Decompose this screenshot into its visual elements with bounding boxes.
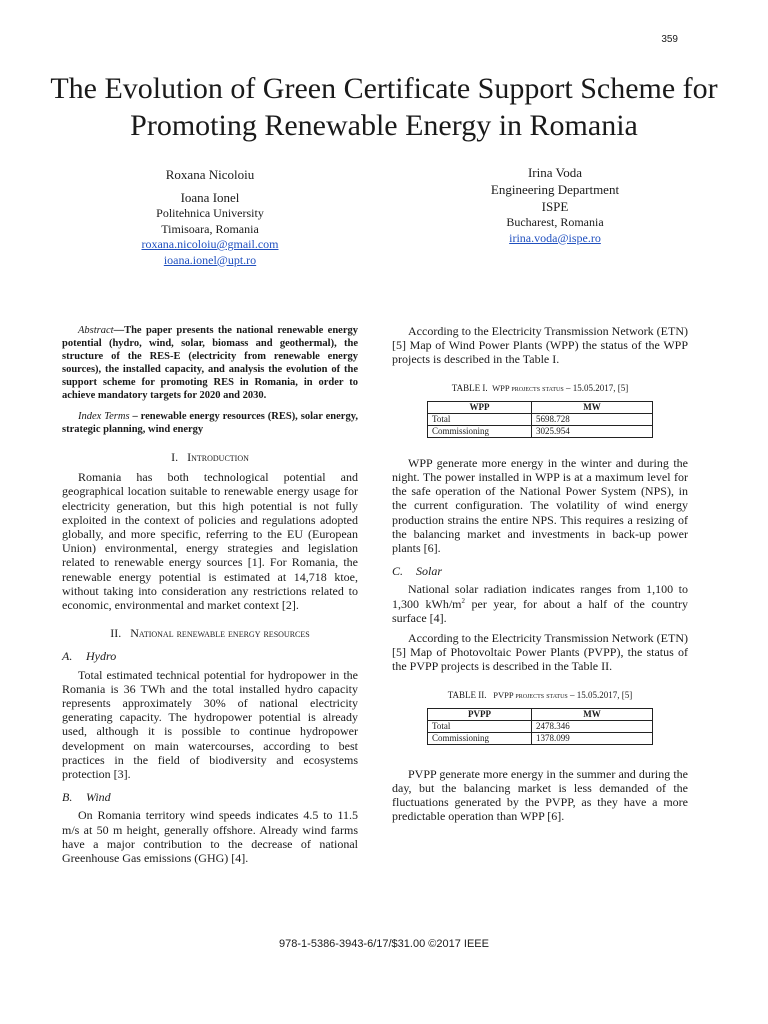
author-city-right: Bucharest, Romania (506, 215, 604, 229)
pvpp-intro-paragraph: According to the Electricity Transmission Network (ETN) [5] Map of Photovoltaic Power Plants (PVPP), the status of the PVPP projects is described in the Table II. (392, 631, 688, 674)
table1-caption (392, 381, 688, 395)
table-cell: 3025.954 (532, 425, 653, 437)
section-number: II. (110, 626, 122, 641)
table-cell: 5698.728 (532, 413, 653, 425)
table-header-cell: PVPP (428, 708, 532, 720)
email-link-3[interactable]: irina.voda@ispe.ro (509, 230, 601, 245)
table-row (428, 720, 653, 732)
subsection-letter: A. (62, 649, 73, 664)
page-number: 359 (661, 34, 678, 45)
table-cell: Commissioning (428, 732, 532, 744)
wind-paragraph: On Romania territory wind speeds indicates 4.5 to 11.5 m/s at 50 m height, generally offshore. Already wind farms have a major contribution to the decrease of national Greenhouse Gas emissions (GHG) [4]. (62, 808, 358, 866)
table-header-row (428, 401, 653, 413)
table-header-cell: MW (532, 708, 653, 720)
index-terms (62, 410, 358, 436)
subsection-title: Hydro (86, 649, 117, 664)
author-name-3: Irina Voda (527, 165, 583, 180)
wpp-intro-paragraph: According to the Electricity Transmission Network (ETN) [5] Map of Wind Power Plants (WPP) the status of the WPP projects is described in the Table I. (392, 324, 688, 367)
table1-caption-title: WPP projects status (492, 382, 564, 393)
introduction-paragraph: Romania has both technological potential and geographical location suitable to renewable energy usage for electricity generation, but this high potential is not fully exploited in the context of policies and regulations adopted globally, and more specific, referring to the EU (European Union) environmental, energy strategies and legislation related to renewable energy sources [1]. For Romania, the renewable energy potential is estimated at 14,718 ktoe, without taking into consideration any restrictions related to economic, environmental and market context [2]. (62, 470, 358, 613)
email-link-1[interactable]: roxana.nicoloiu@gmail.com (141, 237, 279, 251)
section-number: I. (171, 450, 179, 464)
abstract (62, 324, 358, 402)
hydro-paragraph: Total estimated technical potential for hydropower in the Romania is 36 TWh and the total installed hydro capacity represents approximately 30% of national electricity generating capacity. The hydropower potential is already used, although it is possible to continue hydropower development on main watercourses, according to best practices in the field of biodiversity and ecosystems protection [3]. (62, 667, 358, 782)
subsection-heading-solar (392, 564, 688, 578)
table2-caption-title: PVPP projects status (493, 689, 568, 700)
table1-caption-label: TABLE I. (451, 382, 488, 393)
solar-paragraph (392, 582, 688, 625)
abstract-dash: — (113, 325, 125, 336)
table-cell: 1378.099 (532, 732, 653, 744)
table1-caption-tail: – 15.05.2017, [5] (563, 382, 629, 393)
table2-caption (392, 688, 688, 702)
table2-caption-label: TABLE II. (447, 689, 487, 700)
copyright-footer: 978-1-5386-3943-6/17/$31.00 ©2017 IEEE (279, 938, 489, 950)
author-affiliation: Politehnica University (156, 206, 264, 220)
author-name-2: Ioana Ionel (180, 190, 240, 205)
subsection-title: Solar (416, 564, 443, 579)
subsection-heading-hydro (62, 649, 358, 663)
table-row (428, 732, 653, 744)
table-row (428, 413, 653, 425)
table-header-cell: MW (532, 401, 653, 413)
section-heading-introduction (62, 450, 358, 464)
table2-caption-tail: – 15.05.2017, [5] (567, 689, 633, 700)
section-title: National renewable energy resources (130, 626, 310, 641)
table-header-cell: WPP (428, 401, 532, 413)
wpp-discussion-paragraph: WPP generate more energy in the winter and during the night. The power installed in WPP is at a maximum level for the safe operation of the National Power System (NPS), in the current configuration. The volatility of wind energy production strains the entire NPS. This requires a resizing of the balancing market and investments in back-up power plants [6]. (392, 455, 688, 556)
email-link-2[interactable]: ioana.ionel@upt.ro (163, 252, 257, 267)
author-block-right (440, 164, 670, 246)
subsection-letter: C. (392, 564, 404, 579)
author-name-1: Roxana Nicoloiu (165, 167, 255, 182)
table-cell: Total (428, 413, 532, 425)
subsection-heading-wind (62, 790, 358, 804)
table-row (428, 425, 653, 437)
index-terms-label: Index Terms (78, 411, 130, 422)
table-header-row (428, 708, 653, 720)
right-column (392, 324, 688, 824)
pvpp-discussion-paragraph: PVPP generate more energy in the summer and during the day, but the balancing market is less demanded of the fluctuations generated by the PVPP, as they have a more predictable operation than WPP [6]. (392, 766, 688, 824)
paper-title: The Evolution of Green Certificate Support Scheme for Promoting Renewable Energy in Romania (50, 72, 718, 142)
abstract-label: Abstract (78, 325, 114, 336)
solar-text-start: National solar radiation indicates ranges from 1,100 to 1,300 kWh/m (392, 582, 688, 611)
abstract-text: The paper presents the national renewable energy potential (hydro, wind, solar, biomass and geothermal), the structure of the RES-E (electricity from renewable energy sources), the installed capacity, and analysis the evolution of the support scheme for promoting RES in Romania, in order to achieve mandatory targets for 2020 and 2030. (62, 325, 358, 401)
author-department: Engineering Department (490, 182, 620, 197)
left-column (62, 324, 358, 865)
index-terms-text: – renewable energy resources (RES), solar energy, strategic planning, wind energy (62, 411, 358, 435)
solar-text-end: per year, for about a half of the country surface [4]. (392, 596, 689, 625)
section-heading-resources (62, 626, 358, 640)
table1 (427, 401, 653, 438)
table-cell: Total (428, 720, 532, 732)
subsection-title: Wind (86, 790, 111, 805)
subsection-letter: B. (62, 790, 73, 805)
superscript: 2 (461, 596, 466, 605)
table2 (427, 708, 653, 745)
author-city: Timisoara, Romania (161, 221, 259, 236)
author-block-left (95, 166, 325, 268)
table-cell: 2478.346 (532, 720, 653, 732)
table-cell: Commissioning (428, 425, 532, 437)
section-title: Introduction (187, 450, 249, 464)
author-organization: ISPE (541, 199, 569, 214)
